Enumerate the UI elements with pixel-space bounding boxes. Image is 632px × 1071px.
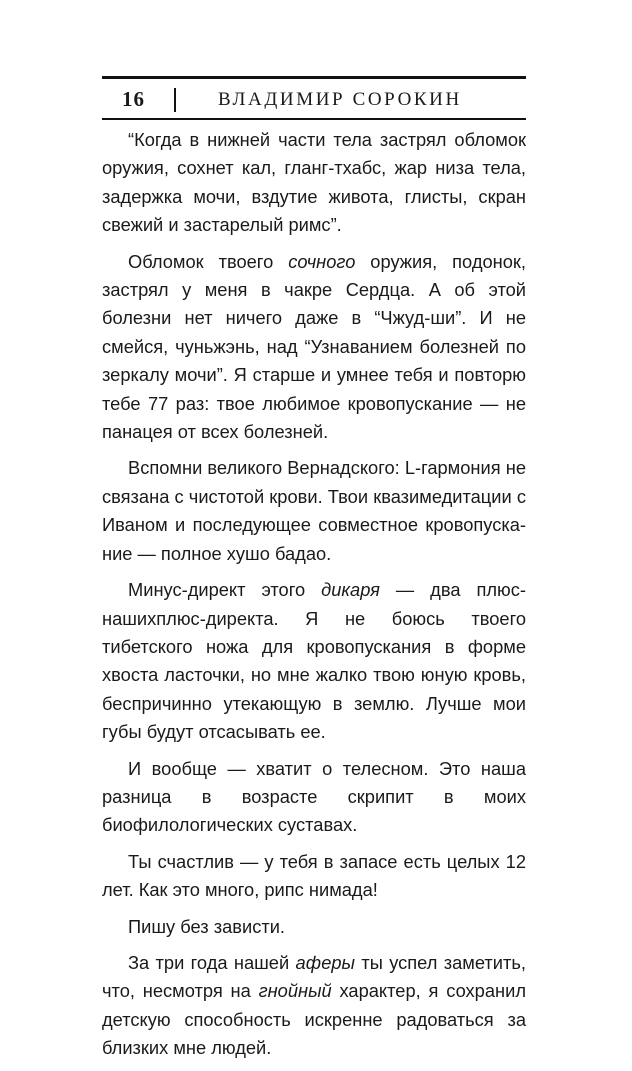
paragraph-text: ты успел заметить, что, несмотря на <box>102 951 526 1002</box>
paragraph-text: Вспомни великого Вернадского: L-гармония не связана с чистотой крови. Твои квазимедитации с Иваном и последующее совместное кровопускание — полное хушо бадао. <box>102 457 526 564</box>
paragraph <box>102 454 526 568</box>
emphasis: гнойный <box>258 980 332 1002</box>
emphasis: сочного <box>288 250 356 272</box>
paragraph-text: Ты счастлив — у тебя в запасе есть целых 12 лет. Как это много, рипс нимада! <box>102 850 526 901</box>
paragraph-text: характер, я сохранил детскую способность искренне радоваться за близких мне людей. <box>102 980 526 1059</box>
paragraph-text: За три года нашей <box>128 951 296 973</box>
paragraph <box>102 913 526 941</box>
paragraph-text: Пишу без зависти. <box>128 915 286 937</box>
paragraph <box>102 248 526 447</box>
paragraph-text: Минус-директ этого <box>128 579 322 601</box>
emphasis: аферы <box>295 951 355 973</box>
body-text <box>102 126 526 1071</box>
paragraph-text: “Когда в нижней части тела застрял обломок оружия, сохнет кал, гланг-тхабс, жар низа тела, задержка мочи, вздутие живота, глисты, скран свежий и застарелый римс”. <box>102 129 526 236</box>
emphasis: дикаря <box>321 579 380 601</box>
paragraph-text: И вообще — хватит о телесном. Это наша разница в возрасте скрипит в моих биофилологических суставах. <box>102 757 526 836</box>
paragraph-text: Обломок твоего <box>128 250 289 272</box>
running-header <box>102 76 526 122</box>
header-top-rule <box>102 76 526 79</box>
paragraph-text: — два плюс-нашихплюс-директа. Я не боюсь твоего тибетского ножа для кровопускания в форме хвоста ласточки, но мне жалко твою юную кровь, беспричинно утекающую в землю. Лучше мои губы будут отсасывать ее. <box>102 579 526 743</box>
paragraph <box>102 755 526 840</box>
page-number: 16 <box>122 87 145 111</box>
running-title: ВЛАДИМИР СОРОКИН <box>218 89 462 110</box>
paragraph <box>102 848 526 905</box>
paragraph <box>102 949 526 1063</box>
paragraph <box>102 576 526 746</box>
header-bottom-rule <box>102 118 526 120</box>
paragraph-text: оружия, подонок, застрял у меня в чакре Сердца. А об этой болезни нет ничего даже в “Чжуд-ши”. И не смейся, чуньжэнь, над “Узнаванием болезней по зеркалу мочи”. Я старше и умнее тебя и повторю тебе 77 раз: твое любимое кровопускание — не панацея от всех болезней. <box>102 250 526 443</box>
paragraph <box>102 126 526 240</box>
header-separator <box>174 88 176 112</box>
